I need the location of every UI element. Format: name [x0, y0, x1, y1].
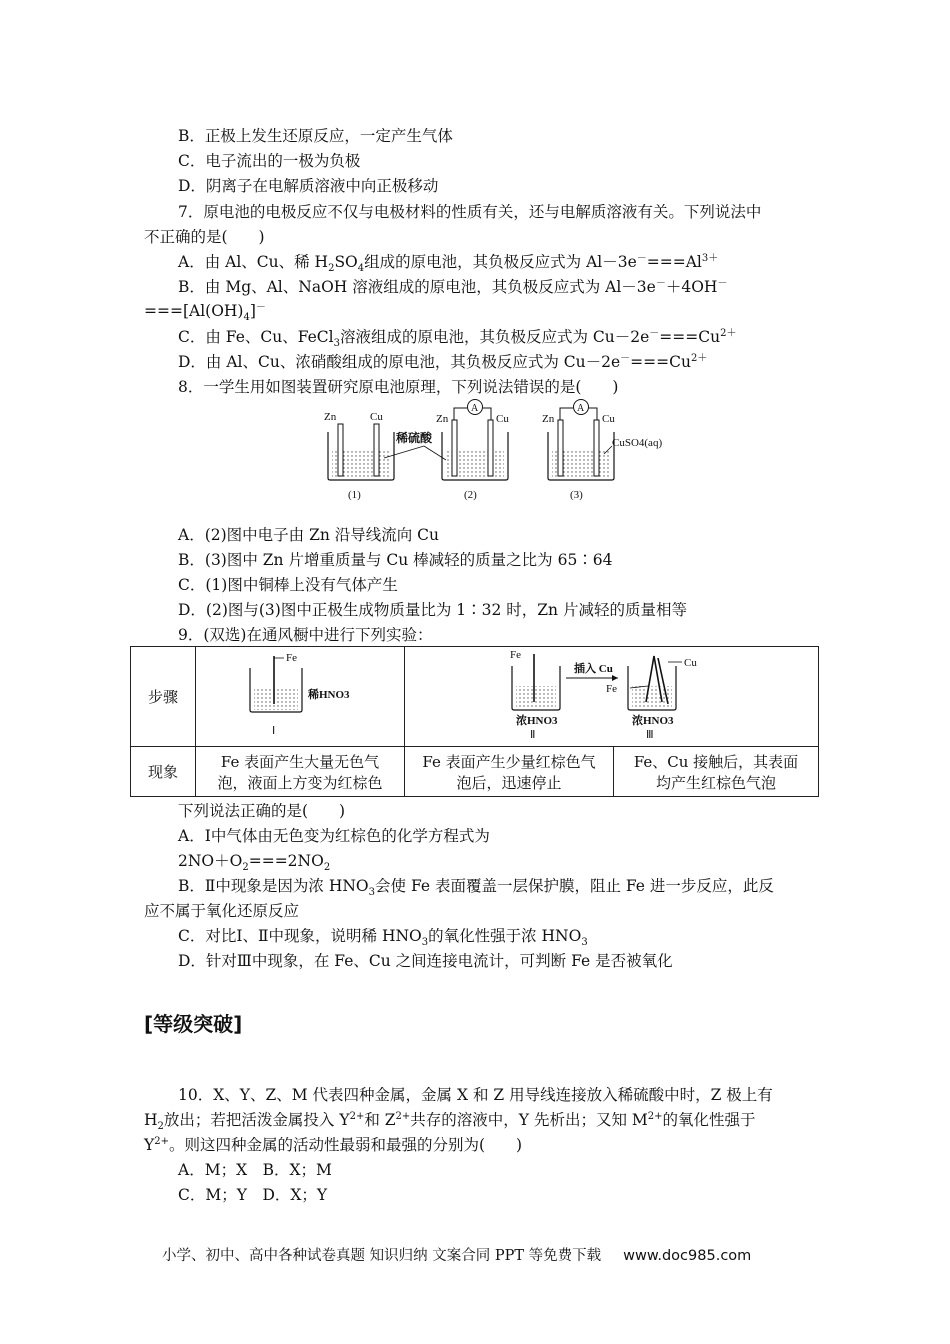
step-label-i: Ⅰ — [272, 724, 276, 737]
q6-option-c: C．电子流出的一极为负极 — [178, 152, 361, 170]
q7-option-a: A．由 Al、Cu、稀 $H_2SO_4$组成的原电池，其负极反应式为 $Al-3e^-===Al^{3+}$ — [178, 252, 719, 275]
q10-stem-line1: 10．X、Y、Z、M 代表四种金属，金属 X 和 Z 用导线连接放入稀硫酸中时，Z 极上有 — [178, 1086, 773, 1104]
experiment-table — [130, 646, 819, 797]
beaker-3 — [542, 400, 662, 502]
beaker-1 — [324, 411, 394, 501]
beaker-2 — [436, 400, 509, 502]
fig-label-1: (1) — [348, 489, 361, 501]
q6-option-d: D．阴离子在电解质溶液中向正极移动 — [178, 177, 439, 195]
section-heading: [等级突破] — [144, 1012, 243, 1036]
q7-option-b-line1: B．由 Mg、Al、NaOH 溶液组成的原电池，其负极反应式为 Al－3e－＋4OH－ — [178, 277, 728, 296]
q7-stem-line2: 不正确的是( ) — [144, 228, 265, 246]
footer — [162, 1244, 751, 1265]
row-header-steps: 步骤 — [131, 647, 196, 747]
q6-option-b: B．正极上发生还原反应，一定产生气体 — [178, 127, 453, 145]
q8-option-a: A．(2)图中电子由 Zn 沿导线流向 Cu — [178, 526, 440, 544]
q7-option-c: C．由 Fe、Cu、FeCl$_3$溶液组成的原电池，其负极反应式为 $Cu-2e^-===Cu^{2+}$ — [178, 327, 737, 350]
cu-label-1: Cu — [370, 411, 383, 423]
footer-url[interactable]: www.doc985.com — [623, 1248, 752, 1264]
observation-i: Fe 表面产生大量无色气 泡，液面上方变为红棕色 — [196, 747, 405, 797]
cuso4-label: CuSO4(aq) — [612, 437, 663, 449]
step-label-iii: Ⅲ — [645, 728, 654, 741]
step-ii-iii-cell — [405, 647, 819, 747]
q9-option-b-line2: 应不属于氧化还原反应 — [144, 902, 300, 920]
q8-stem: 8．一学生用如图装置研究原电池原理，下列说法错误的是( ) — [178, 378, 619, 396]
step-label-ii: Ⅱ — [529, 728, 535, 741]
zn-label-2: Zn — [436, 413, 449, 425]
q7-option-b-line2: $===[Al(OH)_4]^-$ — [144, 301, 266, 324]
q9-option-c: C．对比Ⅰ、Ⅱ中现象，说明稀 $HNO_3$的氧化性强于浓 $HNO_3$ — [178, 927, 588, 949]
q9-stem: 9．(双选)在通风橱中进行下列实验： — [178, 626, 433, 644]
q8-option-c: C．(1)图中铜棒上没有气体产生 — [178, 576, 398, 594]
step-i-cell — [196, 647, 405, 747]
reagent-label-ii: 浓HNO3 — [515, 714, 558, 727]
fe-label-i: Fe — [286, 651, 297, 664]
q7-stem-line1: 7．原电池的电极反应不仅与电极材料的性质有关，还与电解质溶液有关。下列说法中 — [178, 203, 762, 221]
row-header-observations: 现象 — [131, 747, 196, 797]
q10-options-cd: C．M；Y D．X；Y — [178, 1186, 328, 1204]
ammeter-label-2: A — [471, 403, 479, 414]
footer-text: 小学、初中、高中各种试卷真题 知识归纳 文案合同 PPT 等免费下载 — [162, 1248, 602, 1264]
q8-option-b: B．(3)图中 Zn 片增重质量与 Cu 棒减轻的质量之比为 65∶64 — [178, 551, 613, 569]
q9-prompt: 下列说法正确的是( ) — [178, 802, 346, 820]
fe-label-ii: Fe — [509, 648, 521, 661]
step-i-figure — [240, 648, 360, 742]
fig-label-2: (2) — [464, 489, 477, 501]
q9-option-d: D．针对Ⅲ中现象，在 Fe、Cu 之间连接电流计，可判断 Fe 是否被氧化 — [178, 952, 673, 970]
cu-label-3: Cu — [602, 413, 615, 425]
q7-option-d: D．由 Al、Cu、浓硝酸组成的原电池，其负极反应式为 $Cu-2e^-===Cu^{2+}$ — [178, 352, 708, 371]
q9-option-a-line2: $2NO+O_2===2NO_2$ — [178, 852, 331, 874]
q10-stem-line3: $Y^{2+}$。则这四种金属的活动性最弱和最强的分别为( ) — [144, 1135, 523, 1154]
zn-label-3: Zn — [542, 413, 555, 425]
q10-options-ab: A．M；X B．X；M — [178, 1161, 332, 1179]
step-ii-iii-figure — [502, 648, 722, 742]
q8-option-d: D．(2)图与(3)图中正极生成物质量比为 1∶32 时，Zn 片减轻的质量相等 — [178, 601, 687, 619]
reagent-label-iii: 浓HNO3 — [631, 714, 674, 727]
cu-label-2: Cu — [496, 413, 509, 425]
fe-label-iii: Fe — [605, 682, 617, 695]
galvanic-cell-figure — [318, 398, 678, 506]
acid-label: 稀硫酸 — [396, 431, 433, 445]
fig-label-3: (3) — [570, 489, 583, 501]
q9-option-b-line1: B．Ⅱ中现象是因为浓 $HNO_3$会使 Fe 表面覆盖一层保护膜，阻止 Fe 进一步反应，此反 — [178, 877, 774, 899]
q9-option-a-line1: A．Ⅰ中气体由无色变为红棕色的化学方程式为 — [178, 827, 490, 845]
zn-label-1: Zn — [324, 411, 337, 423]
cu-label-iii: Cu — [683, 656, 697, 669]
ammeter-label-3: A — [577, 403, 585, 414]
observation-ii: Fe 表面产生少量红棕色气 泡后，迅速停止 — [405, 747, 614, 797]
q10-stem-line2: $H_2$放出；若把活泼金属投入 $Y^{2+}$和 $Z^{2+}$共存的溶液中，Y 先析出；又知 $M^{2+}$的氧化性强于 — [144, 1110, 756, 1133]
arrow-label: 插入 Cu — [573, 662, 613, 675]
reagent-label-i: 稀HNO3 — [308, 688, 350, 701]
observation-iii: Fe、Cu 接触后，其表面 均产生红棕色气泡 — [614, 747, 819, 797]
